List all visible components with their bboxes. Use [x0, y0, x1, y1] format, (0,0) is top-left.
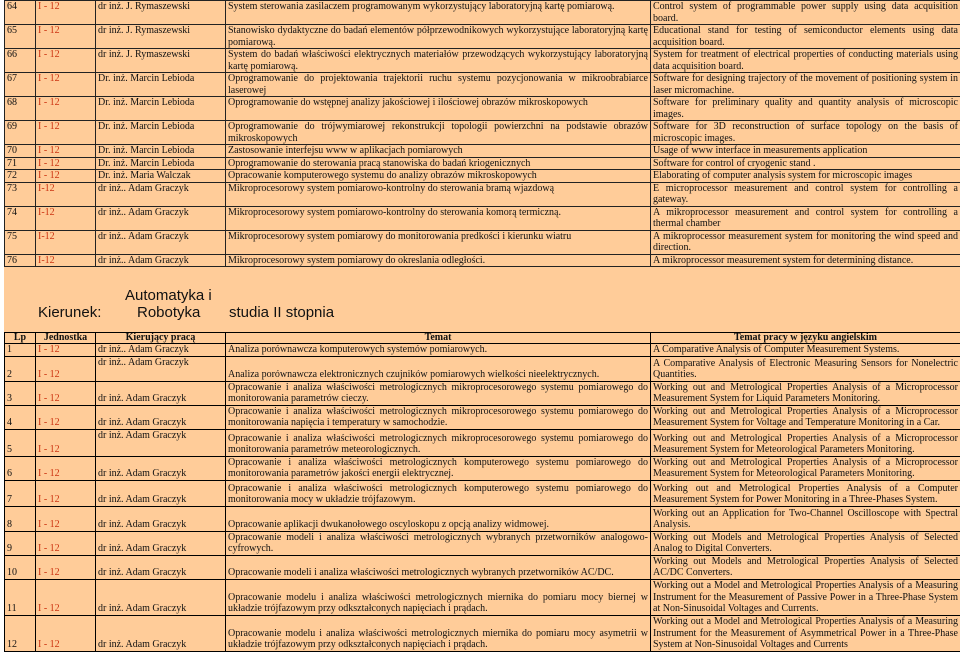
cell-lp: 10	[5, 555, 36, 579]
header-topic-en: Temat pracy w języku angielskim	[651, 333, 960, 344]
cell-supervisor: dr inż.. Adam Graczyk	[96, 182, 226, 206]
cell-topic-en: Working out and Metrological Properties Analysis of a Microprocessor Measurement System for Meteorological Parameters Monitoring.	[651, 456, 960, 480]
cell-lp: 12	[5, 615, 36, 651]
cell-topic: Analiza porównawcza elektronicznych czujników pomiarowych wielkości nieelektrycznych.	[226, 356, 651, 381]
cell-unit: I - 12	[36, 170, 96, 183]
cell-lp: 1	[5, 344, 36, 357]
cell-topic-en: Educational stand for testing of semiconductor elements using data acquisition board.	[651, 25, 960, 49]
cell-topic-en: Working out Models and Metrological Properties Analysis of Selected AC/DC Converters.	[651, 555, 960, 579]
cell-supervisor: dr inż.. Adam Graczyk	[96, 206, 226, 230]
cell-supervisor: dr inż.. Adam Graczyk	[96, 356, 226, 381]
cell-topic: Opracowanie komputerowego systemu do analizy obrazów mikroskopowych	[226, 170, 651, 183]
cell-topic: Analiza porównawcza komputerowych systemów pomiarowych.	[226, 344, 651, 357]
table-row	[5, 555, 960, 579]
cell-lp: 11	[5, 579, 36, 615]
cell-unit: I - 12	[36, 506, 96, 531]
cell-topic: Opracowanie aplikacji dwukanołowego oscyloskopu z opcją analizy widmowej.	[226, 506, 651, 531]
field-name-line1: Automatyka i	[125, 287, 212, 304]
cell-supervisor: Dr. inż. Marcin Lebioda	[96, 73, 226, 97]
cell-supervisor: dr inż. J. Rymaszewski	[96, 49, 226, 73]
cell-lp: 67	[5, 73, 36, 97]
cell-lp: 73	[5, 182, 36, 206]
cell-unit: I - 12	[36, 145, 96, 158]
cell-supervisor: Dr. inż. Marcin Lebioda	[96, 157, 226, 170]
cell-unit: I - 12	[36, 25, 96, 49]
cell-supervisor: dr inż. J. Rymaszewski	[96, 1, 226, 25]
cell-topic-en: Software for 3D reconstruction of surface topology on the basis of microscopic images.	[651, 121, 960, 145]
cell-lp: 65	[5, 25, 36, 49]
cell-topic: Opracowanie modelu i analiza właściwości metrologicznych miernika do pomiaru mocy biernej w układzie trójfazowym przy odkształconych napięciach i prądach.	[226, 579, 651, 615]
cell-unit: I - 12	[36, 121, 96, 145]
cell-supervisor: dr inż. Adam Graczyk	[96, 615, 226, 651]
cell-topic: Opracowanie i analiza właściwości metrologicznych mikroprocesorowego systemu pomiarowego do monitorowania parametrów meteorologicznych.	[226, 429, 651, 456]
cell-unit: I-12	[36, 230, 96, 254]
section-title	[4, 280, 960, 330]
cell-lp: 72	[5, 170, 36, 183]
cell-lp: 2	[5, 356, 36, 381]
cell-topic-en: A Comparative Analysis of Computer Measurement Systems.	[651, 344, 960, 357]
cell-unit: I - 12	[36, 1, 96, 25]
cell-lp: 69	[5, 121, 36, 145]
cell-supervisor: dr inż.. Adam Graczyk	[96, 344, 226, 357]
cell-lp: 4	[5, 405, 36, 429]
cell-topic: Oprogramowanie do trójwymiarowej rekonstrukcji topologii powierzchni na podstawie obrazów mikroskopowych	[226, 121, 651, 145]
header-supervisor: Kierujący pracą	[96, 333, 226, 344]
cell-topic: Stanowisko dydaktyczne do badań elementów półprzewodnikowych wykorzystujące laboratoryjną kartę pomiarową.	[226, 25, 651, 49]
cell-supervisor: dr inż. Adam Graczyk	[96, 555, 226, 579]
spreadsheet-page	[4, 0, 960, 651]
cell-topic-en: Working out a Model and Metrological Properties Analysis of a Measuring Instrument for the Measurement of Passive Power in a Three-Phase System at Non-Sinusoidal Voltages and Currents.	[651, 579, 960, 615]
table-row	[5, 73, 960, 97]
cell-topic-en: A mikroprocessor measurement system for monitoring the wind speed and direction.	[651, 230, 960, 254]
cell-lp: 70	[5, 145, 36, 158]
cell-topic-en: Software for preliminary quality and quantity analysis of microscopic images.	[651, 97, 960, 121]
cell-unit: I - 12	[36, 344, 96, 357]
cell-topic: Zastosowanie interfejsu www w aplikacjach pomiarowych	[226, 145, 651, 158]
cell-topic-en: Working out and Metrological Properties Analysis of a Microprocessor Measurement System for Meteorological Parameters Monitoring.	[651, 429, 960, 456]
cell-lp: 9	[5, 531, 36, 555]
cell-topic-en: Working out Models and Metrological Properties Analysis of Selected Analog to Digital Converters.	[651, 531, 960, 555]
cell-unit: I - 12	[36, 480, 96, 506]
table-row	[5, 170, 960, 183]
cell-lp: 8	[5, 506, 36, 531]
cell-supervisor: Dr. inż. Marcin Lebioda	[96, 145, 226, 158]
table-header-row	[5, 333, 960, 344]
table-row	[5, 344, 960, 357]
cell-unit: I-12	[36, 182, 96, 206]
cell-supervisor: Dr. inż. Maria Walczak	[96, 170, 226, 183]
cell-unit: I - 12	[36, 49, 96, 73]
cell-topic: Mikroprocesorowy system pomiarowo-kontrolny do sterowania komorą termiczną.	[226, 206, 651, 230]
cell-topic: Opracowanie i analiza właściwości metrologicznych mikroprocesorowego systemu pomiarowego do monitorowania parametrów cieczy.	[226, 381, 651, 405]
table-row	[5, 145, 960, 158]
cell-lp: 6	[5, 456, 36, 480]
header-lp: Lp	[5, 333, 36, 344]
topics-table	[4, 332, 960, 652]
cell-topic-en: Usage of www interface in measurements application	[651, 145, 960, 158]
cell-unit: I - 12	[36, 405, 96, 429]
cell-supervisor: dr inż.. Adam Graczyk	[96, 254, 226, 267]
field-label: Kierunek:	[38, 304, 101, 321]
cell-supervisor: dr inż. Adam Graczyk	[96, 531, 226, 555]
cell-supervisor: dr inż. Adam Graczyk	[96, 429, 226, 456]
cell-topic-en: Working out and Metrological Properties Analysis of a Microprocessor Measurement System for Voltage and Temperature Monitoring in a Car.	[651, 405, 960, 429]
cell-lp: 76	[5, 254, 36, 267]
cell-supervisor: Dr. inż. Marcin Lebioda	[96, 121, 226, 145]
cell-topic: Opracowanie modelu i analiza właściwości metrologicznych miernika do pomiaru mocy asymetrii w układzie trójfazowym przy odkształconych napięciach i prądach.	[226, 615, 651, 651]
cell-topic-en: Software for designing trajectory of the movement of positioning system in laser micromachine.	[651, 73, 960, 97]
cell-supervisor: dr inż.. Adam Graczyk	[96, 230, 226, 254]
cell-lp: 75	[5, 230, 36, 254]
cell-lp: 64	[5, 1, 36, 25]
cell-topic-en: Control system of programmable power supply using data acquisition board.	[651, 1, 960, 25]
header-unit: Jednostka	[36, 333, 96, 344]
study-level: studia II stopnia	[229, 304, 334, 321]
cell-unit: I-12	[36, 254, 96, 267]
cell-supervisor: dr inż. Adam Graczyk	[96, 579, 226, 615]
table-row	[5, 615, 960, 651]
cell-topic: Opracowanie modeli i analiza właściwości metrologicznych wybranych przetworników AC/DC.	[226, 555, 651, 579]
table-row	[5, 230, 960, 254]
table-row	[5, 157, 960, 170]
cell-topic: Opracowanie modeli i analiza właściwości metrologicznych wybranych przetworników analogowo-cyfrowych.	[226, 531, 651, 555]
table-row	[5, 506, 960, 531]
cell-topic-en: Software for control of cryogenic stand .	[651, 157, 960, 170]
cell-unit: I - 12	[36, 356, 96, 381]
cell-topic-en: Working out a Model and Metrological Properties Analysis of a Measuring Instrument for the Measurement of Asymmetrical Power in a Three-Phase System at Non-Sinusoidal Voltages and Currents	[651, 615, 960, 651]
cell-supervisor: Dr. inż. Marcin Lebioda	[96, 97, 226, 121]
table-row	[5, 356, 960, 381]
cell-unit: I - 12	[36, 615, 96, 651]
cell-topic-en: System for treatment of electrical properties of conducting materials using data acquisition board.	[651, 49, 960, 73]
cell-topic: Opracowanie i analiza właściwości metrologicznych komputerowego systemu pomiarowego do monitorowania parametrów jakości energii elektrycznej.	[226, 456, 651, 480]
cell-supervisor: dr inż. Adam Graczyk	[96, 506, 226, 531]
cell-unit: I - 12	[36, 531, 96, 555]
cell-unit: I - 12	[36, 555, 96, 579]
table-row	[5, 97, 960, 121]
cell-topic-en: Working out and Metrological Properties Analysis of a Computer Measurement System for Power Monitoring in a Three-Phases System.	[651, 480, 960, 506]
cell-topic: Oprogramowanie do wstępnej analizy jakościowej i ilościowej obrazów mikroskopowych	[226, 97, 651, 121]
table-row	[5, 381, 960, 405]
topics-table-continued	[4, 0, 960, 267]
cell-topic-en: Working out an Application for Two-Channel Oscilloscope with Spectral Analysis.	[651, 506, 960, 531]
table-row	[5, 49, 960, 73]
cell-lp: 5	[5, 429, 36, 456]
cell-topic: Oprogramowanie do projektowania trajektorii ruchu systemu pozycjonowania w mikroobrabiarce laserowej	[226, 73, 651, 97]
table-row	[5, 1, 960, 25]
cell-lp: 68	[5, 97, 36, 121]
cell-supervisor: dr inż. J. Rymaszewski	[96, 25, 226, 49]
cell-unit: I - 12	[36, 429, 96, 456]
table-row	[5, 456, 960, 480]
cell-supervisor: dr inż. Adam Graczyk	[96, 456, 226, 480]
table-row	[5, 25, 960, 49]
cell-topic-en: A mikroprocessor measurement and control system for controlling a thermal chamber	[651, 206, 960, 230]
cell-lp: 74	[5, 206, 36, 230]
cell-unit: I - 12	[36, 97, 96, 121]
table-row	[5, 182, 960, 206]
cell-topic: Mikroprocesorowy system pomiarowy do okreslania odległości.	[226, 254, 651, 267]
cell-topic-en: Working out and Metrological Properties Analysis of a Microprocessor Measurement System for Liquid Parameters Monitoring.	[651, 381, 960, 405]
cell-topic: System sterowania zasilaczem programowanym wykorzystujący laboratoryjną kartę pomiarową.	[226, 1, 651, 25]
cell-lp: 66	[5, 49, 36, 73]
cell-supervisor: dr inż. Adam Graczyk	[96, 480, 226, 506]
cell-lp: 71	[5, 157, 36, 170]
cell-unit: I - 12	[36, 579, 96, 615]
cell-topic: System do badań właściwości elektrycznych materiałów przewodzących wykorzystujący laboratoryjną kartę pomiarową.	[226, 49, 651, 73]
cell-topic: Mikroprocesorowy system pomiarowy do monitorowania predkości i kierunku wiatru	[226, 230, 651, 254]
cell-unit: I - 12	[36, 157, 96, 170]
table-row	[5, 480, 960, 506]
table-row	[5, 429, 960, 456]
cell-lp: 7	[5, 480, 36, 506]
cell-unit: I - 12	[36, 456, 96, 480]
cell-topic: Opracowanie i analiza właściwości metrologicznych komputerowego systemu pomiarowego do monitorowania mocy w układzie trójfazowym.	[226, 480, 651, 506]
cell-supervisor: dr inż. Adam Graczyk	[96, 381, 226, 405]
table-row	[5, 405, 960, 429]
table-row	[5, 579, 960, 615]
cell-topic-en: A Comparative Analysis of Electronic Measuring Sensors for Nonelectric Quantities.	[651, 356, 960, 381]
cell-lp: 3	[5, 381, 36, 405]
table-row	[5, 254, 960, 267]
cell-unit: I - 12	[36, 73, 96, 97]
cell-unit: I - 12	[36, 381, 96, 405]
cell-topic: Mikroprocesorowy system pomiarowo-kontrolny do sterowania bramą wjazdową	[226, 182, 651, 206]
cell-supervisor: dr inż. Adam Graczyk	[96, 405, 226, 429]
cell-topic-en: Elaborating of computer analysis system for microscopic images	[651, 170, 960, 183]
table-row	[5, 531, 960, 555]
cell-topic: Opracowanie i analiza właściwości metrologicznych mikroprocesorowego systemu pomiarowego do monitorowania napięcia i temperatury w samochodzie.	[226, 405, 651, 429]
table-row	[5, 121, 960, 145]
cell-topic-en: E microprocessor measurement and control system for controlling a gateway.	[651, 182, 960, 206]
field-name-line2: Robotyka	[137, 304, 200, 321]
cell-topic-en: A mikroprocessor measurement system for determining distance.	[651, 254, 960, 267]
header-topic: Temat	[226, 333, 651, 344]
table-row	[5, 206, 960, 230]
cell-topic: Oprogramowanie do sterowania pracą stanowiska do badań kriogenicznych	[226, 157, 651, 170]
cell-unit: I-12	[36, 206, 96, 230]
